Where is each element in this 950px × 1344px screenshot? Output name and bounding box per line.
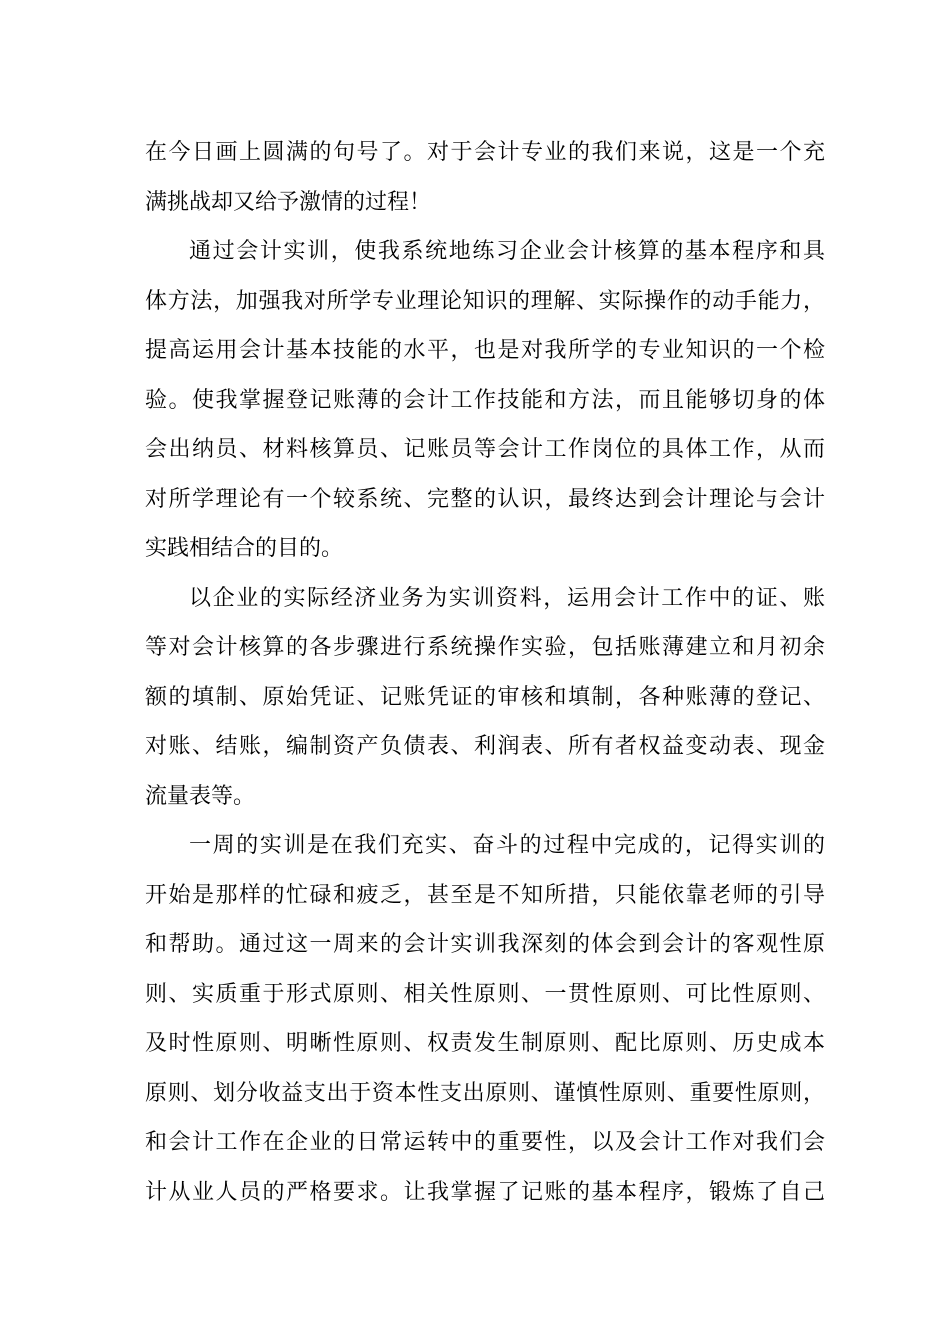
text-line: 等对会计核算的各步骤进行系统操作实验，包括账薄建立和月初余 bbox=[145, 635, 825, 660]
paragraph bbox=[145, 227, 825, 574]
text-line: 则、实质重于形式原则、相关性原则、一贯性原则、可比性原则、 bbox=[145, 981, 825, 1007]
text-line: 以企业的实际经济业务为实训资料，运用会计工作中的证、账 bbox=[189, 585, 825, 611]
text-line: 对所学理论有一个较系统、完整的认识，最终达到会计理论与会计 bbox=[145, 486, 825, 512]
text-line: 一周的实训是在我们充实、奋斗的过程中完成的，记得实训的 bbox=[189, 833, 825, 858]
text-line: 及时性原则、明晰性原则、权责发生制原则、配比原则、历史成本 bbox=[145, 1031, 825, 1056]
text-line: 实践相结合的目的。 bbox=[145, 536, 344, 561]
text-line: 原则、划分收益支出于资本性支出原则、谨慎性原则、重要性原则， bbox=[145, 1080, 825, 1106]
paragraph bbox=[145, 821, 825, 1217]
text-line: 在今日画上圆满的句号了。对于会计专业的我们来说，这是一个充 bbox=[145, 140, 825, 165]
text-line: 流量表等。 bbox=[145, 783, 256, 809]
text-line: 通过会计实训，使我系统地练习企业会计核算的基本程序和具 bbox=[189, 239, 825, 264]
text-line: 开始是那样的忙碌和疲乏，甚至是不知所措，只能依靠老师的引导 bbox=[145, 882, 825, 908]
document-body bbox=[145, 128, 825, 1217]
text-line: 提高运用会计基本技能的水平，也是对我所学的专业知识的一个检 bbox=[145, 338, 825, 363]
text-line: 对账、结账，编制资产负债表、利润表、所有者权益变动表、现金 bbox=[145, 734, 825, 759]
text-line: 会出纳员、材料核算员、记账员等会计工作岗位的具体工作，从而 bbox=[145, 437, 825, 462]
text-line: 验。使我掌握登记账薄的会计工作技能和方法，而且能够切身的体 bbox=[145, 387, 825, 413]
text-line: 和会计工作在企业的日常运转中的重要性，以及会计工作对我们会 bbox=[145, 1130, 825, 1155]
text-line: 和帮助。通过这一周来的会计实训我深刻的体会到会计的客观性原 bbox=[145, 932, 825, 957]
text-line: 额的填制、原始凭证、记账凭证的审核和填制，各种账薄的登记、 bbox=[145, 684, 825, 710]
text-line: 满挑战却又给予激情的过程！ bbox=[145, 189, 432, 215]
paragraph bbox=[145, 574, 825, 822]
text-line: 体方法，加强我对所学专业理论知识的理解、实际操作的动手能力， bbox=[145, 288, 825, 314]
paragraph bbox=[145, 128, 825, 227]
text-line: 计从业人员的严格要求。让我掌握了记账的基本程序，锻炼了自己 bbox=[145, 1179, 825, 1205]
